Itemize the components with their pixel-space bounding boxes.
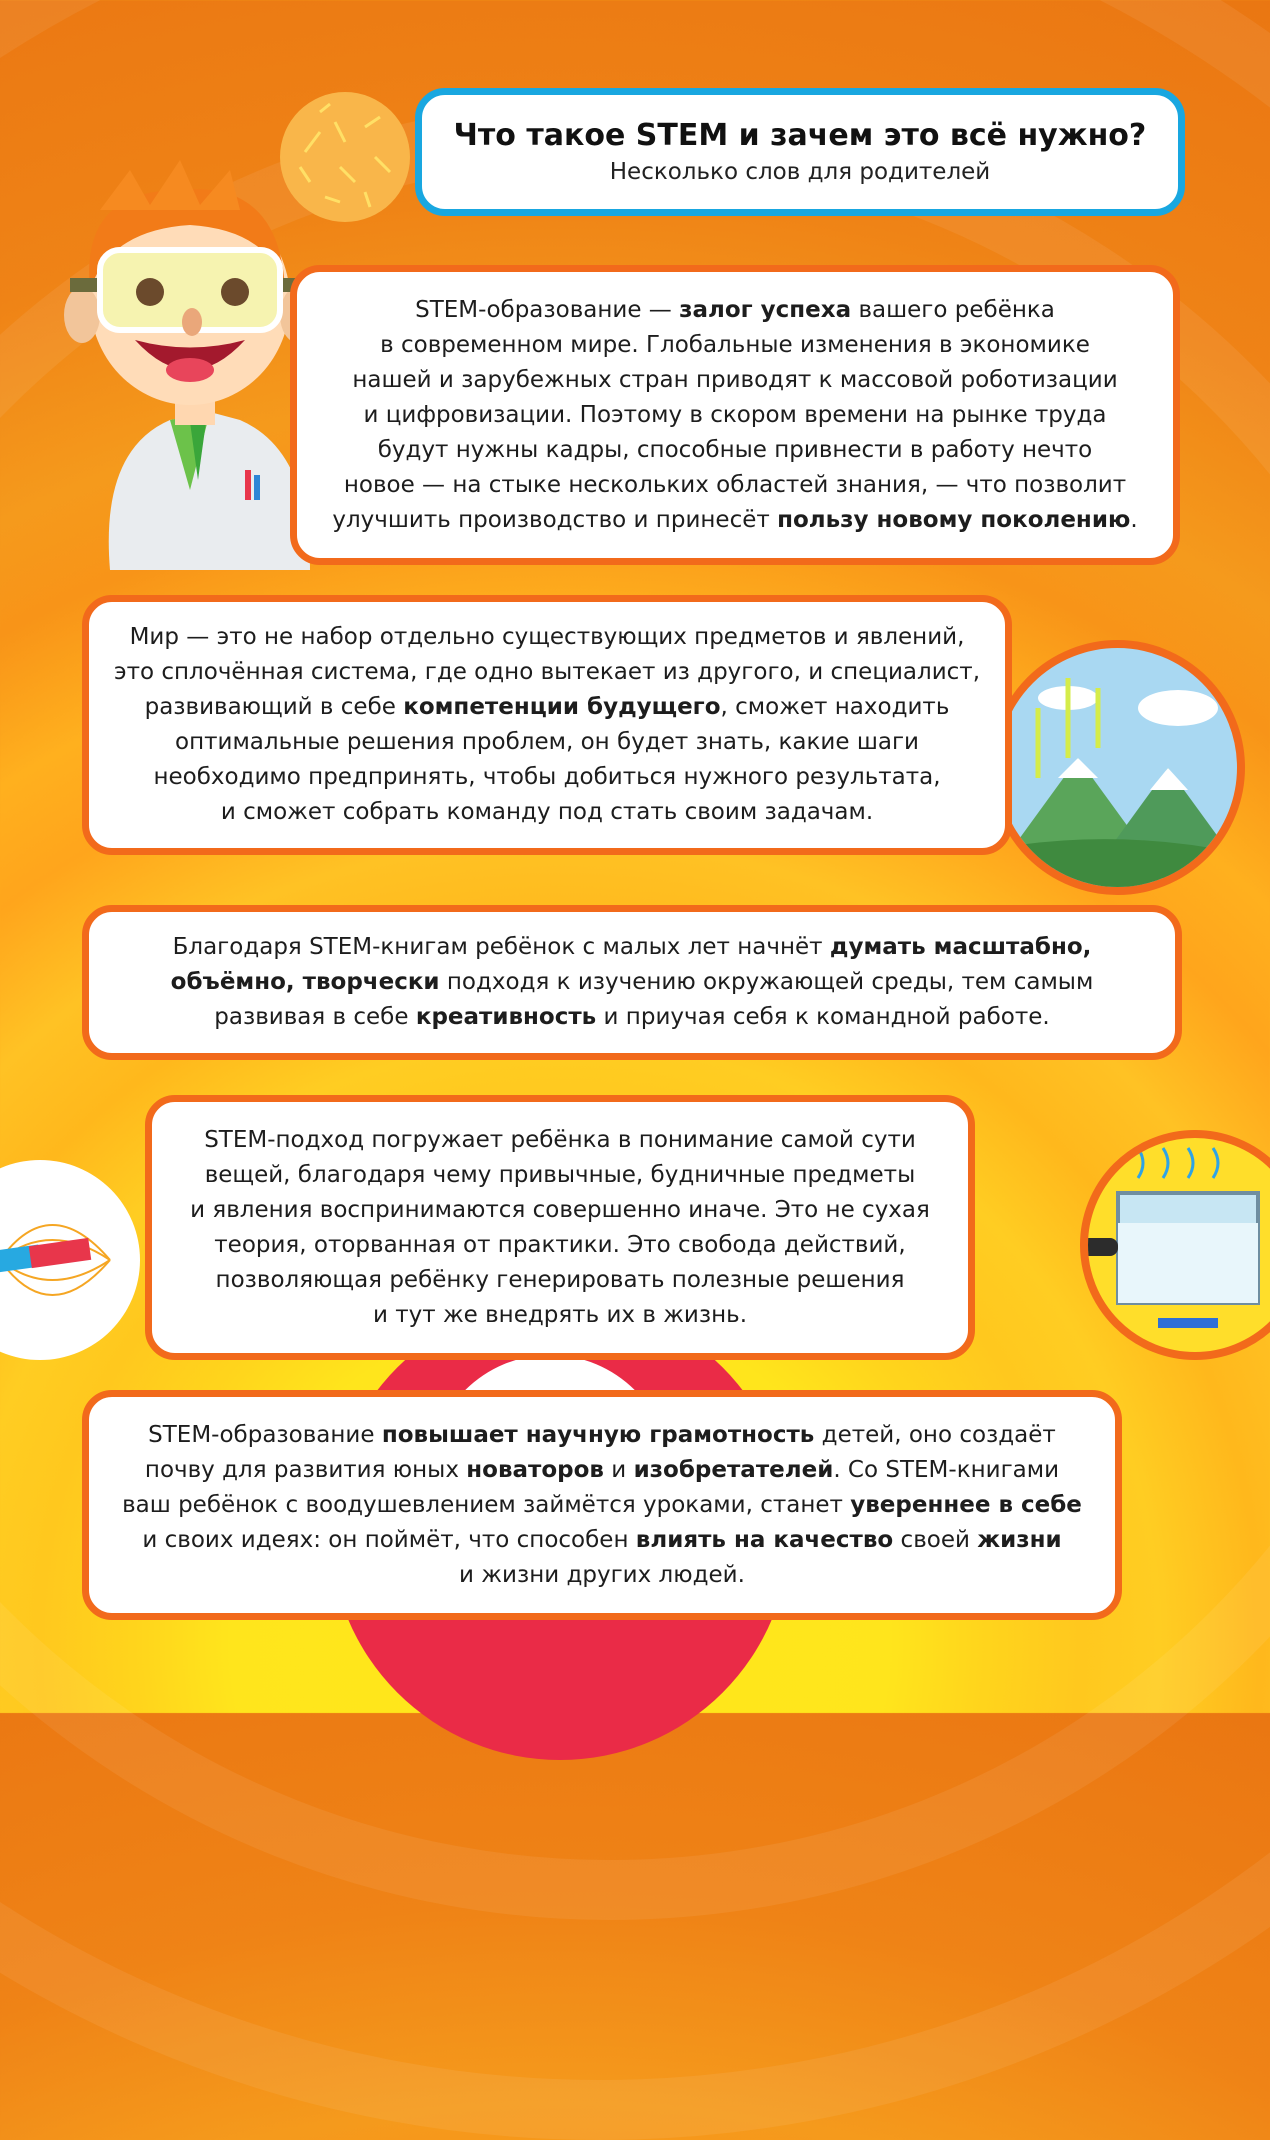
body-text: развивая в себе: [214, 1004, 416, 1030]
emphasis-text: новаторов: [466, 1456, 604, 1483]
emphasis-text: думать масштабно,: [829, 934, 1092, 960]
body-text: вашего ребёнка: [851, 296, 1055, 323]
emphasis-text: креативность: [415, 1004, 597, 1030]
emphasis-text: повышает научную грамотность: [381, 1421, 815, 1448]
body-text: Мир — это не набор отдельно существующих предметов и явлений,: [129, 624, 965, 650]
emphasis-text: пользу новому поколению: [777, 506, 1131, 533]
paragraph-3: [171, 930, 1094, 1035]
body-text: STEM-подход погружает ребёнка в понимание самой сути: [204, 1126, 916, 1153]
emphasis-text: компетенции будущего: [403, 694, 721, 720]
body-text: и своих идеях: он поймёт, что способен: [142, 1526, 636, 1553]
emphasis-text: влиять на качество: [635, 1526, 894, 1553]
body-text: теория, оторванная от практики. Это свобода действий,: [214, 1231, 906, 1258]
page-title: Что такое STEM и зачем это всё нужно?: [453, 118, 1147, 153]
body-text: ваш ребёнок с воодушевлением займётся уроками, станет: [122, 1491, 851, 1518]
body-text: своей: [893, 1526, 978, 1553]
paragraph-4: [190, 1123, 930, 1333]
text-block-world-system: [82, 595, 1012, 855]
body-text: и сможет собрать команду под стать своим задачам.: [220, 799, 874, 825]
text-block-stem-books: [82, 905, 1182, 1060]
body-text: и тут же внедрять их в жизнь.: [372, 1301, 748, 1328]
body-text: в современном мире. Глобальные изменения в экономике: [380, 331, 1090, 358]
body-text: необходимо предпринять, чтобы добиться нужного результата,: [153, 764, 941, 790]
title-card: [415, 88, 1185, 216]
body-text: оптимальные решения проблем, он будет знать, какие шаги: [175, 729, 919, 755]
body-text: позволяющая ребёнку генерировать полезные решения: [215, 1266, 905, 1293]
body-text: будут нужны кадры, способные привнести в работу нечто: [377, 436, 1093, 463]
body-text: , сможет находить: [720, 694, 950, 720]
emphasis-text: жизни: [977, 1526, 1062, 1553]
body-text: . Со STEM-книгами: [833, 1456, 1060, 1483]
body-text: детей, оно создаёт: [814, 1421, 1056, 1448]
page-subtitle: Несколько слов для родителей: [609, 159, 991, 185]
body-text: почву для развития юных: [144, 1456, 467, 1483]
emphasis-text: увереннее в себе: [850, 1491, 1082, 1518]
body-text: нашей и зарубежных стран приводят к массовой роботизации: [352, 366, 1118, 393]
text-block-stem-success: [290, 265, 1180, 565]
body-text: STEM-образование —: [415, 296, 680, 323]
text-block-stem-approach: [145, 1095, 975, 1360]
body-text: и цифровизации. Поэтому в скором времени на рынке труда: [363, 401, 1107, 428]
body-text: это сплочённая система, где одно вытекает из другого, и специалист,: [113, 659, 981, 685]
paragraph-2: [114, 620, 980, 830]
emphasis-text: изобретателей: [633, 1456, 834, 1483]
body-text: улучшить производство и принесёт: [332, 506, 778, 533]
body-text: новое — на стыке нескольких областей знания, — что позволит: [343, 471, 1127, 498]
body-text: и приучая себя к командной работе.: [596, 1004, 1050, 1030]
body-text: подходя к изучению окружающей среды, тем самым: [439, 969, 1094, 995]
body-text: развивающий в себе: [144, 694, 404, 720]
body-text: вещей, благодаря чему привычные, будничные предметы: [204, 1161, 916, 1188]
emphasis-text: объёмно, творчески: [170, 969, 440, 995]
body-text: и: [603, 1456, 634, 1483]
text-block-science-literacy: [82, 1390, 1122, 1620]
body-text: и жизни других людей.: [459, 1561, 745, 1588]
body-text: .: [1130, 506, 1138, 533]
paragraph-1: [332, 293, 1137, 538]
body-text: и явления воспринимаются совершенно иначе. Это не сухая: [190, 1196, 930, 1223]
emphasis-text: залог успеха: [679, 296, 852, 323]
paragraph-5: [122, 1418, 1082, 1593]
mountains-illustration: [990, 640, 1245, 895]
body-text: Благодаря STEM-книгам ребёнок с малых лет начнёт: [172, 934, 830, 960]
body-text: STEM-образование: [148, 1421, 382, 1448]
